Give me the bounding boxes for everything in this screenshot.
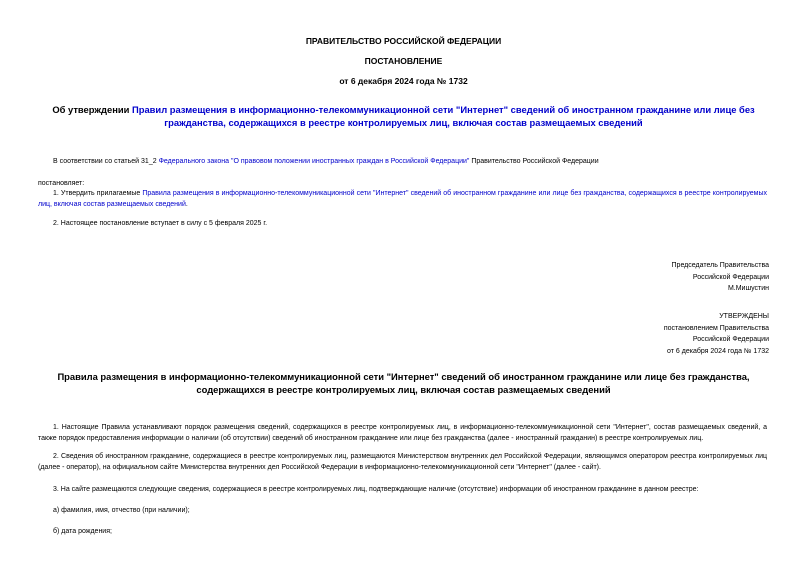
rules-paragraph-1: 1. Настоящие Правила устанавливают порядок размещения сведений, содержащихся в реестре контролируемых лиц, в информационно-телекоммуникационной сети "Интернет", состав размещаемых сведений, а также порядок предоставления информации о наличии (об отсутствии) сведений об иностранном гражданине или лице без гражданства (далее - иностранный гражданин) в реестре контролируемых лиц. [38,424,767,442]
approved-line-1: УТВЕРЖДЕНЫ [719,313,769,320]
rules-item-a: а) фамилия, имя, отчество (при наличии); [53,507,190,514]
preamble-text-end: Правительство Российской Федерации [469,158,599,165]
document-date: от 6 декабря 2024 года № 1732 [339,76,468,86]
subject-link[interactable]: Правил размещения в информационно-телекоммуникационной сети "Интернет" сведений об иностранном гражданине или лице без гражданства, содержащихся в реестре контролируемых лиц, включая состав размещаемых сведений [131,104,755,128]
rules-title: Правила размещения в информационно-телекоммуникационной сети "Интернет" сведений об иностранном гражданине или лице без гражданства, содержащихся в реестре контролируемых лиц, включая состав размещаемых сведений [57,371,750,395]
federal-law-link[interactable]: Федерального закона "О правовом положении иностранных граждан в Российской Федерации" [158,158,470,165]
government-title: ПРАВИТЕЛЬСТВО РОССИЙСКОЙ ФЕДЕРАЦИИ [305,36,502,46]
preamble-text: В соответствии со статьей 31_2 [53,158,159,165]
signature-line-2: Российской Федерации [692,273,769,281]
item-1-end: . [185,201,188,208]
rules-paragraph-2: 2. Сведения об иностранном гражданине, содержащиеся в реестре контролируемых лиц, размещаются Министерством внутренних дел Российской Федерации, являющимся оператором реестра контролируемых лиц (далее - оператор), на официальном сайте Министерства внутренних дел Российской Федерации в информационно-телекоммуникационной сети "Интернет" (далее - сайт). [38,453,767,471]
approved-line-4: от 6 декабря 2024 года № 1732 [667,347,769,355]
approved-line-3: Российской Федерации [692,336,769,343]
rules-link[interactable]: Правила размещения в информационно-телекоммуникационной сети "Интернет" сведений об иностранном гражданине или лице без гражданства, содержащихся в реестре контролируемых лиц, включая состав размещаемых сведений [38,190,767,208]
item-1 [38,188,767,210]
item-2: 2. Настоящее постановление вступает в силу с 5 февраля 2025 г. [53,220,268,227]
approved-line-2: постановлением Правительства [663,324,769,332]
signature-block [672,260,769,295]
rules-paragraph-3: 3. На сайте размещаются следующие сведения, содержащиеся в реестре контролируемых лиц, подтверждающие наличие (отсутствие) информации об иностранном гражданине в данном реестре: [53,486,699,493]
decides-label: постановляет: [38,180,85,187]
document-subject [36,104,771,129]
subject-prefix: Об утверждении [52,104,132,115]
document-type: ПОСТАНОВЛЕНИЕ [364,56,443,66]
signature-name: М.Мишустин [727,285,769,292]
preamble [53,156,773,167]
signature-line-1: Председатель Правительства [671,262,769,269]
item-1-text: 1. Утвердить прилагаемые [53,190,143,197]
rules-item-b: б) дата рождения; [53,528,112,535]
approved-block [664,311,769,357]
